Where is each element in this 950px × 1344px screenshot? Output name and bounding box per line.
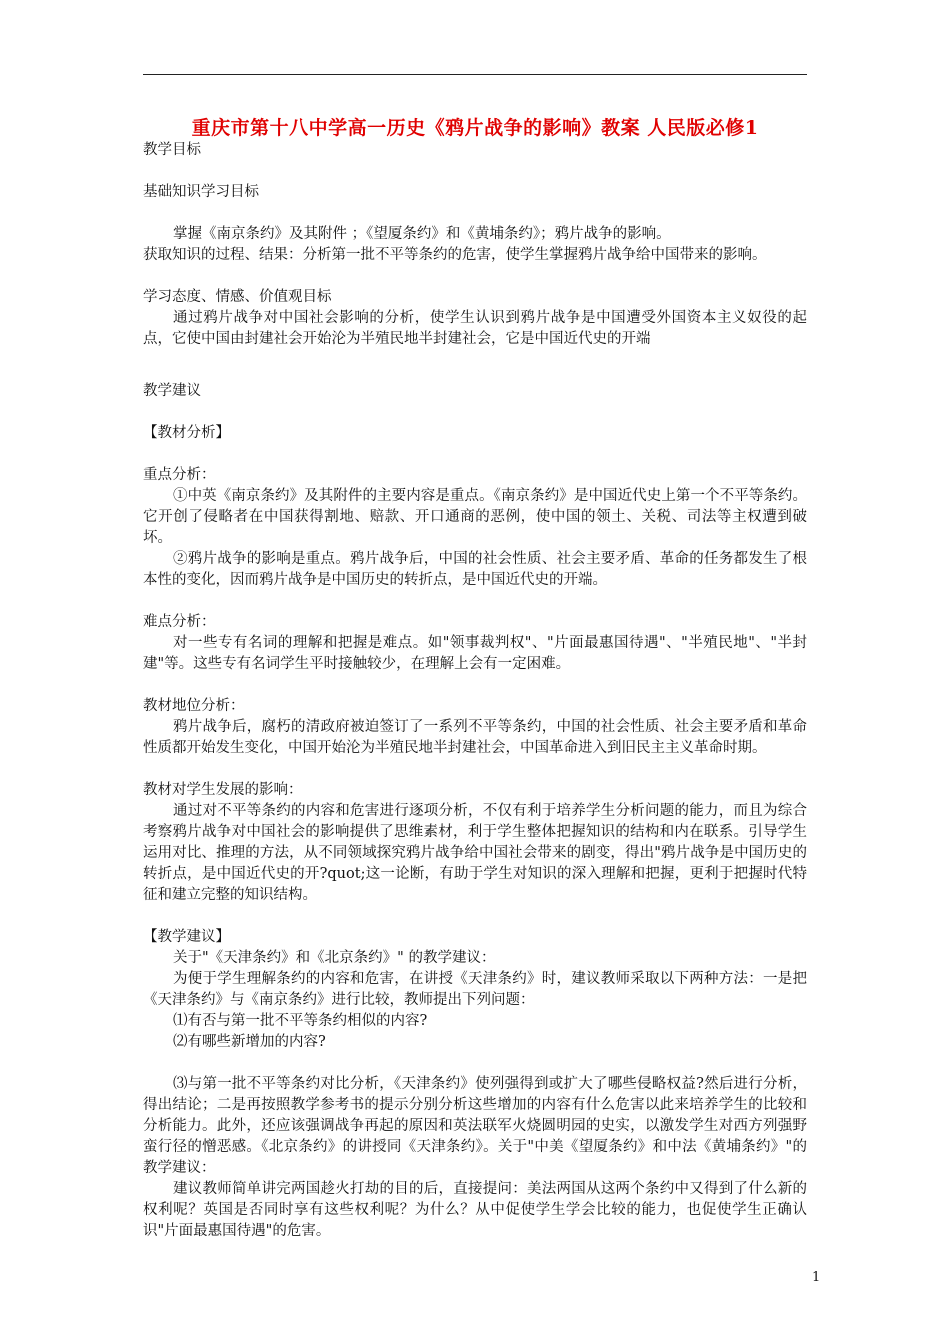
position-heading: 教材地位分析： [143,698,245,714]
paragraph-basic-1: 掌握《南京条约》及其附件 ；《望厦条约》和《黄埔条约》；鸦片战争的影响。 [173,226,671,242]
paragraph-difficulty: 对一些专有名词的理解和把握是难点。如"领事裁判权"、"片面最惠国待遇"、"半殖民地"、"半封建"等。这些专有名词学生平时接触较少，在理解上会有一定困难。 [143,635,807,672]
paragraph-key-2: ②鸦片战争的影响是重点。鸦片战争后，中国的社会性质、社会主要矛盾、革命的任务都发生了根本性的变化，因而鸦片战争是中国历史的转折点，是中国近代史的开端。 [143,551,807,588]
paragraph-key-1: ①中英《南京条约》及其附件的主要内容是重点。《南京条约》是中国近代史上第一个不平等条约。它开创了侵略者在中国获得割地、赔款、开口通商的恶例，使中国的领土、关税、司法等主权遭到破坏。 [143,488,807,546]
section-heading-basic: 基础知识学习目标 [143,184,259,200]
section-heading-teach: 【教学建议】 [143,929,230,945]
document-body [143,116,807,1242]
header-rule [143,74,807,75]
question-1: ⑴有否与第一批不平等条约相似的内容? [173,1013,428,1029]
question-2: ⑵有哪些新增加的内容? [173,1034,326,1050]
paragraph-effect: 通过对不平等条约的内容和危害进行逐项分析，不仅有利于培养学生分析问题的能力，而且为综合考察鸦片战争对中国社会的影响提供了思维素材，利于学生整体把握知识的结构和内在联系。引导学生运用对比、推理的方法，从不同领域探究鸦片战争给中国社会带来的剧变，得出"鸦片战争是中国历史的转折点，是中国近代史的开?quot;这一论断，有助于学生对知识的深入理解和把握，更利于把握时代特征和建立完整的知识结构。 [143,803,807,903]
document-title: 重庆市第十八中学高一历史《鸦片战争的影响》教案 人民版必修1 [191,117,759,139]
section-heading-suggest: 教学建议 [143,383,201,399]
effect-heading: 教材对学生发展的影响： [143,782,303,798]
page-number: 1 [812,1270,821,1285]
section-heading-attitude: 学习态度、情感、价值观目标 [143,289,332,305]
question-3: ⑶与第一批不平等条约对比分析，《天津条约》使列强得到或扩大了哪些侵略权益?然后进行分析，得出结论；二是再按照教学参考书的提示分别分析这些增加的内容有什么危害以此来培养学生的比较和分析能力。此外，还应该强调战争再起的原因和英法联军火烧圆明园的史实，以激发学生对西方列强野蛮行径的憎恶感。《北京条约》的讲授同《天津条约》。关于"中美《望厦条约》和中法《黄埔条约》"的教学建议： [143,1076,807,1176]
paragraph-teach-1: 关于"《天津条约》和《北京条约》" 的教学建议： [173,950,496,966]
paragraph-teach-2: 为便于学生理解条约的内容和危害，在讲授《天津条约》时，建议教师采取以下两种方法：一是把《天津条约》与《南京条约》进行比较，教师提出下列问题： [143,971,807,1008]
paragraph-attitude: 通过鸦片战争对中国社会影响的分析，使学生认识到鸦片战争是中国遭受外国资本主义奴役的起点，它使中国由封建社会开始沦为半殖民地半封建社会，它是中国近代史的开端 [143,310,807,347]
section-heading-goals: 教学目标 [143,142,201,158]
key-points-heading: 重点分析： [143,467,216,483]
paragraph-teach-3: 建议教师简单讲完两国趁火打劫的目的后，直接提问：美法两国从这两个条约中又得到了什么新的权利呢？英国是否同时享有这些权利呢？为什么？从中促使学生学会比较的能力，也促使学生正确认识"片面最惠国待遇"的危害。 [143,1181,807,1239]
paragraph-position: 鸦片战争后，腐朽的清政府被迫签订了一系列不平等条约，中国的社会性质、社会主要矛盾和革命性质都开始发生变化，中国开始沦为半殖民地半封建社会，中国革命进入到旧民主主义革命时期。 [143,719,807,756]
difficulty-heading: 难点分析： [143,614,216,630]
section-heading-analysis: 【教材分析】 [143,425,230,441]
paragraph-basic-2: 获取知识的过程、结果：分析第一批不平等条约的危害，使学生掌握鸦片战争给中国带来的影响。 [143,247,767,263]
